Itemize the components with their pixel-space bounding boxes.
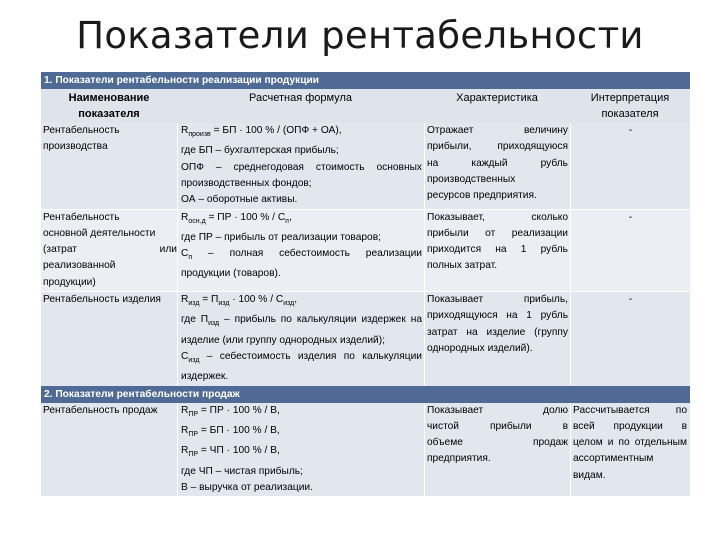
formula-line: $С_п$ – полная себестоимость реализации <box>181 248 422 262</box>
indicator-name-line: основной деятельности <box>43 227 156 239</box>
characteristic-cell <box>424 403 570 497</box>
characteristic-line: затрат на изделие (группу <box>427 326 568 338</box>
indicator-name-line: Рентабельность <box>43 125 120 136</box>
formula-line: В – выручка от реализации. <box>181 481 313 493</box>
characteristic-line: Показывает прибыль, <box>427 294 568 305</box>
header-indicator-name: Наименование показателя <box>68 92 150 120</box>
characteristic-line: прибыли, приходящуюся <box>427 141 568 153</box>
formula-line: $R_{ПР}$ = ЧП · 100 % / В, <box>181 445 280 459</box>
formula-line: продукции (товаров). <box>181 268 281 280</box>
indicator-name <box>41 210 177 291</box>
formula-line: где ЧП – чистая прибыль; <box>181 465 303 477</box>
formula-line: $R_{ПР}$ = БП · 100 % / В, <box>181 424 280 438</box>
subscript: п <box>188 254 193 262</box>
characteristic-cell <box>424 123 570 209</box>
indicator-name-line: (затрат или <box>43 244 177 256</box>
formula-cell <box>177 210 424 291</box>
table-row <box>41 403 690 497</box>
formula-line: изделие (или группу однородных изделий); <box>181 334 385 346</box>
indicator-name-line: Рентабельность продаж <box>43 404 158 416</box>
formula-line: издержек. <box>181 371 229 383</box>
subscript: изд <box>188 300 200 308</box>
characteristic-line: предприятия. <box>427 453 491 465</box>
characteristic-line: полных затрат. <box>427 260 498 272</box>
formula-line: где БП – бухгалтерская прибыль; <box>181 145 339 157</box>
indicator-name-line: производства <box>43 141 108 153</box>
indicator-name <box>41 403 177 497</box>
characteristic-line: Отражает величину <box>427 125 568 136</box>
subscript: п <box>285 217 289 225</box>
interpretation-cell: - <box>570 210 690 291</box>
formula-line: $R_{ПР}$ = ПР · 100 % / В, <box>181 404 280 418</box>
section-header-product-sales: 1. Показатели рентабельности реализации продукции <box>41 72 690 89</box>
characteristic-line: объеме продаж <box>427 437 568 449</box>
subscript: осн.д <box>188 217 206 225</box>
indicator-name <box>41 123 177 209</box>
characteristic-line: производственных <box>427 173 516 185</box>
table-row <box>41 292 690 386</box>
subscript: ПР <box>188 451 199 459</box>
characteristic-line: однородных изделий). <box>427 342 533 354</box>
section-header-sales: 2. Показатели рентабельности продаж <box>41 386 690 403</box>
subscript: ПР <box>188 410 199 418</box>
indicator-name-line: Рентабельность изделия <box>43 294 161 305</box>
indicator-name-line: продукции) <box>43 276 96 288</box>
formula-line: производственных фондов; <box>181 177 312 189</box>
formula-line: $С_{изд}$ – себестоимость изделия по калькуляции <box>181 350 422 364</box>
characteristic-cell <box>424 210 570 291</box>
characteristic-line: ресурсов предприятия. <box>427 190 537 202</box>
profitability-table <box>41 72 690 496</box>
characteristic-line: Показывает долю <box>427 404 568 416</box>
indicator-name-line: Рентабельность <box>43 211 120 223</box>
formula-cell <box>177 403 424 497</box>
indicator-name <box>41 292 177 386</box>
header-characteristic: Характеристика <box>456 92 538 104</box>
characteristic-line: прибыли от реализации <box>427 227 568 239</box>
characteristic-line: Показывает, сколько <box>427 211 568 223</box>
subscript: изд <box>188 356 200 364</box>
table-header-row <box>41 89 690 123</box>
indicator-name-line: реализованной <box>43 260 116 272</box>
subscript: ПР <box>188 430 199 438</box>
interpretation-cell: Рассчитывается по всей продукции в целом и по отдельным ассортиментным видам. <box>570 403 690 497</box>
formula-line: ОПФ – среднегодовая стоимость основных <box>181 161 422 173</box>
characteristic-line: приходится на 1 рубль <box>427 244 568 256</box>
characteristic-line: чистой прибыли в <box>427 420 568 432</box>
page-title: Показатели рентабельности <box>76 14 644 57</box>
interpretation-cell: - <box>570 292 690 386</box>
formula-line: $R_{изд} = П_{изд} \cdot 100$ % / $С_{изд}$, <box>181 294 298 308</box>
section1-rows <box>41 123 690 386</box>
table-row <box>41 123 690 209</box>
subscript: изд <box>218 300 230 308</box>
subscript: изд <box>283 300 295 308</box>
formula-cell <box>177 292 424 386</box>
formula-line: где $П_{изд}$ – прибыль по калькуляции издержек на <box>181 314 422 328</box>
formula-line: ОА – оборотные активы. <box>181 194 298 206</box>
section2-rows <box>41 403 690 497</box>
characteristic-line: на каждый рубль <box>427 157 568 169</box>
formula-line: $R_{произв}$ = БП · 100 % / (ОПФ + ОА), <box>181 125 342 139</box>
interpretation-cell: - <box>570 123 690 209</box>
header-formula: Расчетная формула <box>249 92 352 104</box>
subscript: изд <box>208 320 220 328</box>
subscript: произв <box>188 131 211 139</box>
formula-line: где ПР – прибыль от реализации товаров; <box>181 231 381 243</box>
characteristic-line: приходящуюся на 1 рубль <box>427 310 568 322</box>
table-row <box>41 210 690 291</box>
header-interpretation: Интерпретация показателя <box>590 92 670 120</box>
formula-cell <box>177 123 424 209</box>
formula-line: $R_{осн.д}$ = ПР · 100 % / $С_п$, <box>181 211 292 225</box>
characteristic-cell <box>424 292 570 386</box>
